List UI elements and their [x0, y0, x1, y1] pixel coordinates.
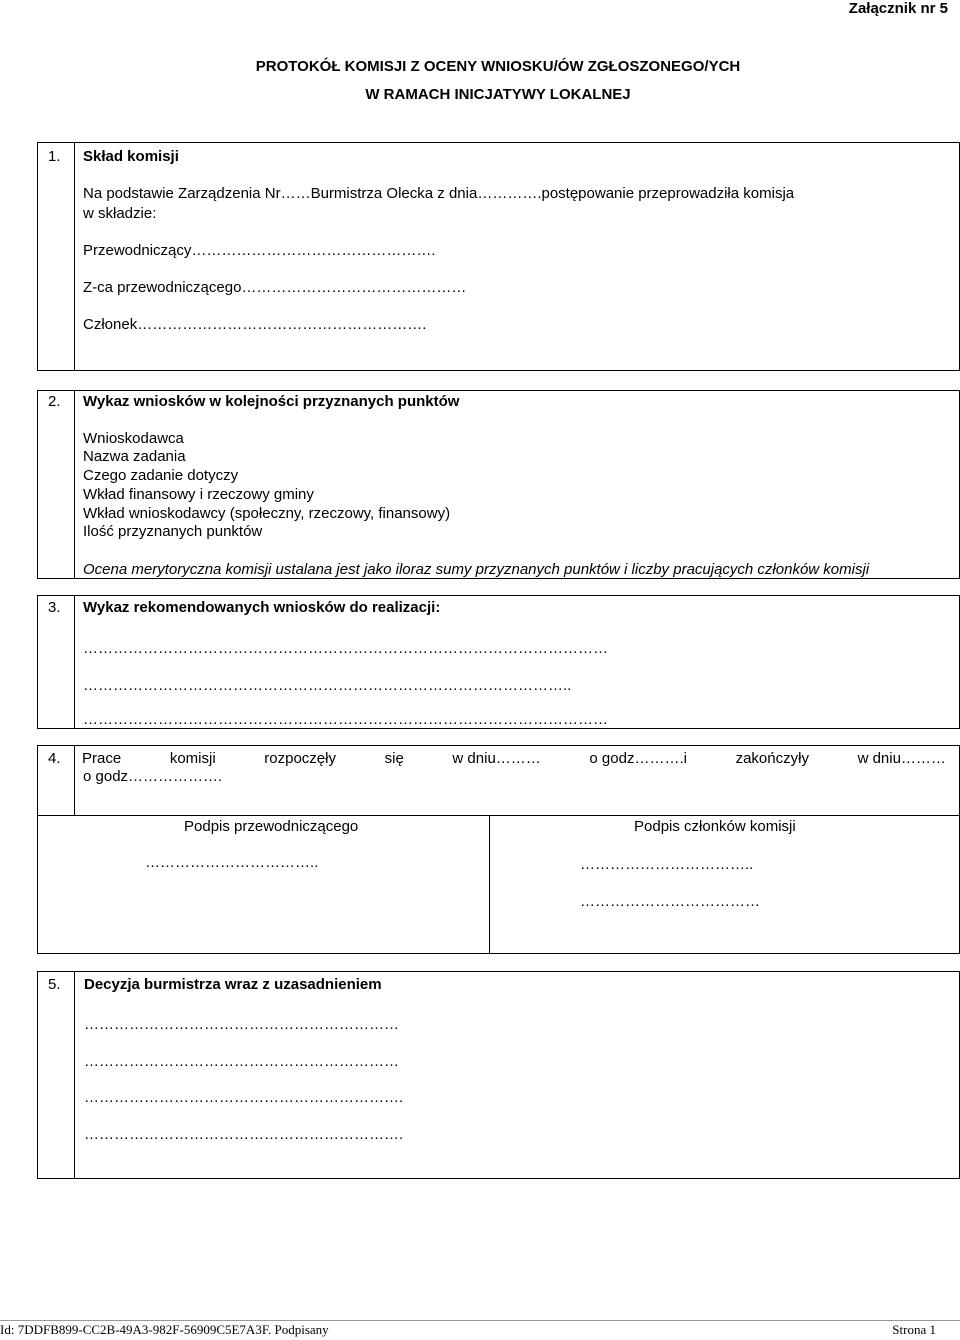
section1-number: 1.	[48, 148, 61, 165]
section3-number: 3.	[48, 599, 61, 616]
section4-signature-divider	[489, 815, 490, 954]
section5-line: ……………………………………………………….	[84, 1089, 404, 1106]
section2-box	[37, 390, 960, 579]
section4-text-line1	[82, 750, 946, 767]
section4-word: się	[384, 750, 404, 767]
section1-text-line2: w składzie:	[83, 205, 157, 222]
section4-word: komisji	[169, 750, 216, 767]
vice-chair-field: Z-ca przewodniczącego………………………………………	[83, 279, 467, 296]
section3-divider	[74, 595, 75, 729]
section4-word: rozpoczęły	[264, 750, 336, 767]
section2-note: Ocena merytoryczna komisji ustalana jest jako iloraz sumy przyznanych punktów i liczby pracujących członków komisji	[83, 561, 870, 578]
section2-item: Czego zadanie dotyczy	[83, 467, 239, 484]
section1-divider	[74, 142, 75, 371]
section4-text-line2: o godz……………….	[83, 768, 223, 785]
section2-number: 2.	[48, 393, 61, 410]
member-field: Członek………………………………………………….	[83, 316, 427, 333]
section3-heading: Wykaz rekomendowanych wniosków do realizacji:	[83, 599, 441, 616]
annex-label: Załącznik nr 5	[848, 0, 948, 17]
section3-line: ……………………………………………………………………………………………	[83, 640, 608, 657]
section2-item: Wnioskodawca	[83, 430, 184, 447]
section4-word: w dniu………	[452, 750, 541, 767]
footer-page-number: Strona 1	[892, 1322, 936, 1337]
section3-line: ……………………………………………………………………………………………	[83, 711, 608, 728]
chair-signature-label: Podpis przewodniczącego	[184, 818, 359, 835]
members-signature-label: Podpis członków komisji	[634, 818, 796, 835]
chair-field: Przewodniczący………………………………………….	[83, 242, 436, 259]
section5-divider	[74, 971, 75, 1179]
section5-line: ………………………………………………………	[84, 1053, 399, 1070]
section2-divider	[74, 390, 75, 579]
section4-divider	[74, 745, 75, 816]
section4-number: 4.	[48, 750, 61, 767]
section2-item: Wkład finansowy i rzeczowy gminy	[83, 486, 314, 503]
section5-line: ……………………………………………………….	[84, 1126, 404, 1143]
section4-word: w dniu………	[857, 750, 946, 767]
section1-text-line1: Na podstawie Zarządzenia Nr……Burmistrza Olecka z dnia………….postępowanie przeprowadziła komisja	[83, 185, 795, 202]
section5-line: ………………………………………………………	[84, 1016, 399, 1033]
section4-word: Prace	[82, 750, 122, 767]
section4-word: zakończyły	[735, 750, 809, 767]
section4-separator	[37, 815, 960, 816]
section2-heading: Wykaz wniosków w kolejności przyznanych punktów	[83, 393, 460, 410]
section2-item: Wkład wnioskodawcy (społeczny, rzeczowy, finansowy)	[83, 505, 451, 522]
section3-line: ……………………………………………………………………………………..	[83, 677, 572, 694]
section1-heading: Skład komisji	[83, 148, 179, 165]
document-title-line2: W RAMACH INICJATYWY LOKALNEJ	[365, 86, 631, 103]
section2-item: Ilość przyznanych punktów	[83, 523, 263, 540]
section2-item: Nazwa zadania	[83, 448, 186, 465]
footer-document-id: Id: 7DDFB899-CC2B-49A3-982F-56909C5E7A3F. Podpisany	[0, 1322, 329, 1337]
chair-signature-line: ……………………………..	[145, 854, 319, 871]
footer-rule	[0, 1320, 960, 1321]
section5-number: 5.	[48, 976, 61, 993]
section4-word: o godz……….i	[589, 750, 687, 767]
section5-box	[37, 971, 960, 1179]
section5-heading: Decyzja burmistrza wraz z uzasadnieniem	[84, 976, 382, 993]
members-signature-line: ……………………………..	[580, 856, 754, 873]
members-signature-line: ………………………………	[580, 893, 760, 910]
document-title-line1: PROTOKÓŁ KOMISJI Z OCENY WNIOSKU/ÓW ZGŁOSZONEGO/YCH	[255, 58, 741, 75]
